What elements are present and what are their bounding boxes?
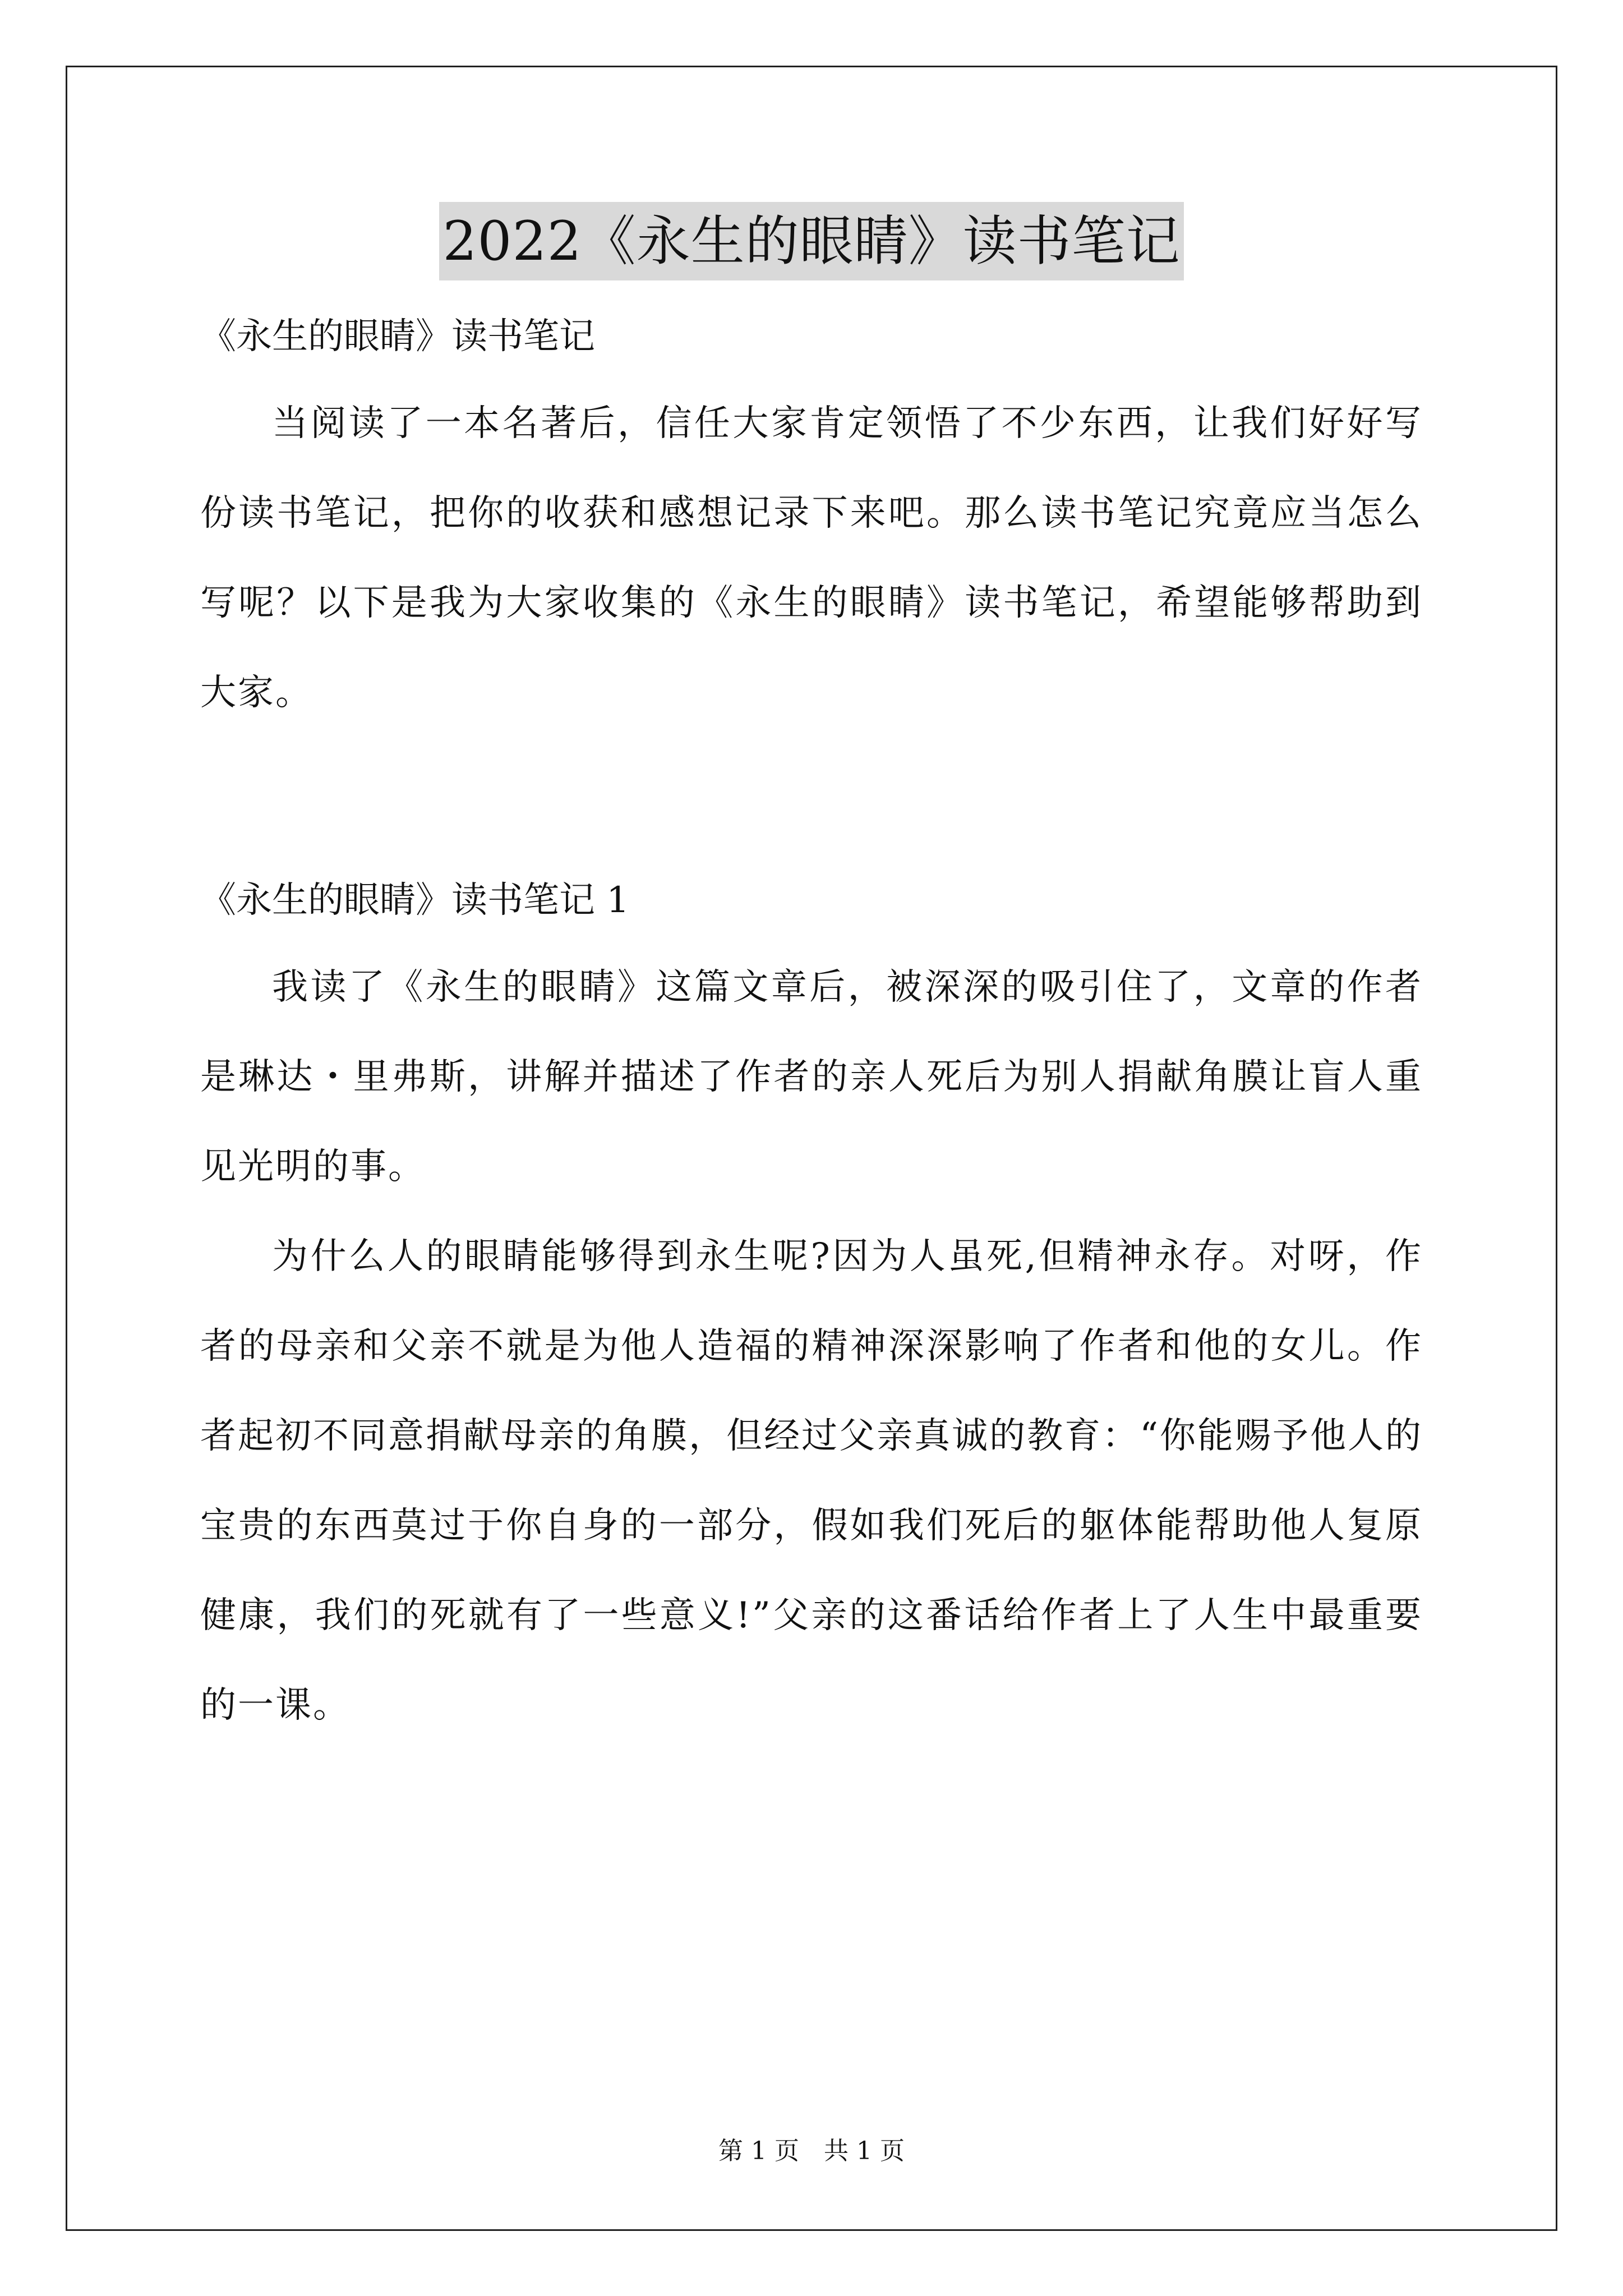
paragraph: 为什么人的眼睛能够得到永生呢?因为人虽死,但精神永存。对呀，作者的母亲和父亲不就是为他人造福的精神深深影响了作者和他的女儿。作者起初不同意捐献母亲的角膜，但经过父亲真诚的教育：“你能赐予他人的宝贵的东西莫过于你自身的一部分，假如我们死后的躯体能帮助他人复原健康，我们的死就有了一些意义!”父亲的这番话给作者上了人生中最重要的一课。	[200, 1236, 1423, 1726]
title-container	[0, 202, 1623, 280]
section-heading: 《永生的眼睛》读书笔记	[200, 316, 595, 357]
paragraph: 当阅读了一本名著后，信任大家肯定领悟了不少东西，让我们好好写份读书笔记，把你的收获和感想记录下来吧。那么读书笔记究竟应当怎么写呢？以下是我为大家收集的《永生的眼睛》读书笔记，希望能够帮助到大家。	[200, 403, 1423, 714]
page-footer: 第 1 页 共 1 页	[718, 2137, 905, 2165]
document-title: 2022《永生的眼睛》读书笔记	[439, 202, 1183, 280]
paragraph: 我读了《永生的眼睛》这篇文章后，被深深的吸引住了，文章的作者是琳达・里弗斯，讲解并描述了作者的亲人死后为别人捐献角膜让盲人重见光明的事。	[200, 967, 1423, 1188]
section-heading: 《永生的眼睛》读书笔记 1	[200, 880, 630, 921]
document-body	[200, 314, 1423, 1750]
